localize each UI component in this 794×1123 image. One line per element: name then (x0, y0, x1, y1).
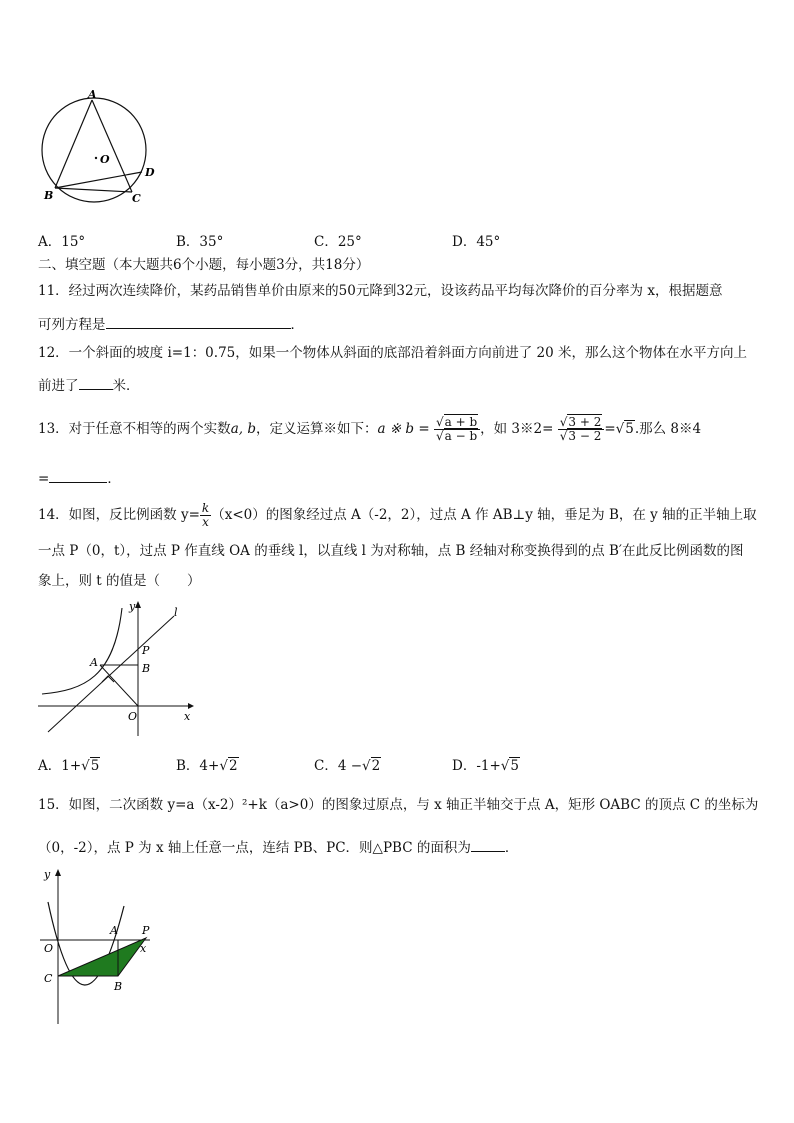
q14-line2: 一点 P（0，t），过点 P 作直线 OA 的垂线 l，以直线 l 为对称轴，点 B 经轴对称变换得到的点 B′在此反比例函数的图 (38, 543, 744, 559)
q13-line1: 13．对于任意不相等的两个实数a, b，定义运算※如下：a ※ b = $\frac{√a + b}{√a - b}$ ，如 3※2= $\frac{√3 + 2}{√3 - 2}$ =√5.那么 8※4 (38, 415, 702, 443)
label-l: l (174, 606, 178, 619)
q15-line1: 15．如图，二次函数 y=a（x-2）²+k（a>0）的图象过原点，与 x 轴正半轴交于点 A，矩形 OABC 的顶点 C 的坐标为 (38, 797, 759, 813)
label-a: A (88, 88, 97, 101)
label-a: A (90, 656, 98, 669)
q13-example-prefix: ，如 3※2= (480, 421, 554, 437)
q10-option-c[interactable]: C．25° (314, 234, 362, 250)
q14-option-a-label: A．1+ (38, 758, 82, 774)
q12-suffix: 米． (112, 378, 140, 394)
segment-ao (100, 665, 138, 706)
q12-line1: 12．一个斜面的坡度 i=1：0.75，如果一个物体从斜面的底部沿着斜面方向前进了 20 米，那么这个物体在水平方向上 (38, 345, 748, 361)
q13-ex-root: 5 (625, 421, 634, 437)
section2-header: 二、填空题（本大题共6个小题，每小题3分，共18分） (38, 257, 370, 273)
y-axis-arrow-icon (135, 601, 141, 608)
q15-line2 (38, 837, 518, 857)
q13-mid: ，定义运算※如下： (255, 421, 378, 437)
q10-option-b[interactable]: B．35° (176, 234, 224, 250)
q14-option-b-label: B．4+ (176, 758, 220, 774)
q12-line2 (38, 375, 140, 395)
label-b: B (44, 189, 54, 202)
label-p: P (142, 924, 150, 937)
q13-line2 (38, 468, 121, 488)
q15-answer-blank[interactable] (471, 837, 505, 852)
q11-line2 (38, 314, 304, 334)
q14-x: x (202, 515, 209, 529)
q13-definition-fraction: $\frac{√a + b}{√a - b}$ (434, 416, 480, 443)
q14-option-c-label: C．4 − (314, 758, 363, 774)
label-b: B (114, 980, 123, 993)
q11-line1: 11．经过两次连续降价，某药品销售单价由原来的50元降到32元，设该药品平均每次降价的百分率为 x，根据题意 (38, 283, 723, 299)
q14-cond: （x<0）的图象经过点 A（-2，2），过点 A 作 AB⊥y 轴，垂足为 B，在 y 轴的正半轴上取 (211, 507, 757, 523)
q14-line3: 象上，则 t 的值是（ ） (38, 573, 201, 589)
y-axis-arrow-icon (55, 869, 61, 876)
q14-line1 (38, 497, 757, 533)
q14-option-a-root: 5 (90, 758, 100, 774)
q13-frac-num: a + b (444, 415, 478, 429)
q13-vars: a, b (230, 421, 256, 437)
q10-option-d[interactable]: D．45° (452, 234, 501, 250)
q12-prefix: 前进了 (38, 378, 79, 394)
q13-answer-blank[interactable] (49, 468, 107, 483)
q14-option-b[interactable]: B．4+√2 (176, 758, 238, 774)
segment-ab (55, 100, 92, 188)
label-a: A (110, 924, 118, 937)
q14-option-c-root: 2 (371, 758, 381, 774)
q14-option-a[interactable]: A．1+√5 (38, 758, 100, 774)
q13-prefix: 13．对于任意不相等的两个实数 (38, 421, 231, 437)
q12-answer-blank[interactable] (79, 375, 113, 390)
q10-option-a[interactable]: A．15° (38, 234, 86, 250)
q13-ex-den: 3 − 2 (568, 429, 602, 443)
label-d: D (145, 166, 155, 179)
label-b: B (142, 662, 151, 675)
hyperbola-curve (42, 608, 122, 694)
q11-answer-blank[interactable] (106, 314, 291, 329)
line-l (48, 616, 174, 732)
q13-ex-suffix: .那么 8※4 (634, 421, 702, 437)
q13-example-fraction: $\frac{√3 + 2}{√3 - 2}$ (558, 416, 605, 443)
triangle-pbc (58, 938, 146, 976)
label-p: P (142, 644, 150, 657)
label-c: C (44, 972, 53, 985)
q13-ex-eq: = (604, 421, 616, 437)
q15-prefix: （0，-2），点 P 为 x 轴上任意一点，连结 PB、PC．则△PBC 的面积为 (38, 840, 471, 856)
q14-prefix: 14．如图，反比例函数 y= (38, 507, 200, 523)
q13-op-lhs: a ※ b = (377, 421, 430, 437)
label-o: O (100, 153, 110, 166)
circle-triangle-figure (30, 88, 170, 213)
label-y: y (129, 600, 136, 613)
q13-frac-den: a − b (444, 429, 478, 443)
center-point (95, 157, 97, 159)
x-axis-arrow-icon (188, 703, 194, 709)
q13-ex-num: 3 + 2 (568, 415, 602, 429)
q11-suffix: ． (290, 317, 304, 333)
q11-prefix: 可列方程是 (38, 317, 106, 333)
label-x: x (140, 942, 147, 955)
segment-ac (92, 100, 132, 192)
label-o: O (128, 710, 138, 723)
q13-line2-suffix: ． (107, 471, 121, 487)
q14-k: k (201, 501, 210, 515)
circle-o (42, 98, 146, 202)
q15-parabola-figure (38, 866, 168, 1028)
q14-option-d-label: D．-1+ (452, 758, 501, 774)
label-c: C (132, 192, 141, 205)
q14-option-c[interactable]: C．4 −√2 (314, 758, 381, 774)
q15-suffix: ． (504, 840, 519, 856)
label-o: O (44, 942, 54, 955)
segment-bc (55, 188, 132, 192)
label-x: x (184, 710, 191, 723)
label-y: y (44, 868, 51, 881)
q14-option-d[interactable]: D．-1+√5 (452, 758, 519, 774)
q14-option-d-root: 5 (510, 758, 519, 774)
q14-k-over-x (200, 502, 211, 529)
q13-line2-prefix: = (38, 471, 50, 487)
q14-hyperbola-figure (34, 598, 204, 740)
q14-option-b-root: 2 (228, 758, 238, 774)
